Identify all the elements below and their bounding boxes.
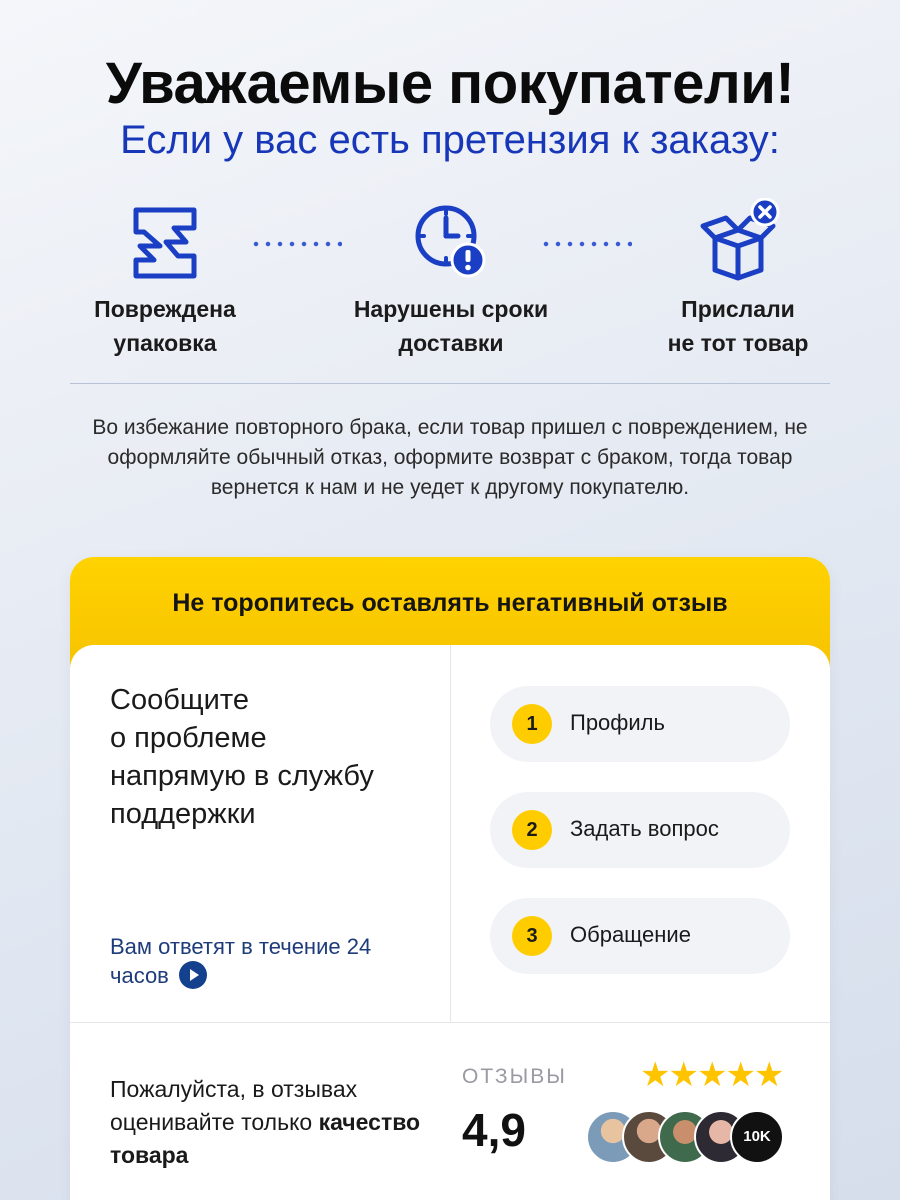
issue-label: Прислали не тот товар	[667, 296, 809, 356]
page-subtitle: Если у вас есть претензия к заказу:	[120, 118, 780, 162]
step-ask-question	[490, 792, 790, 868]
star-icon: ★	[753, 1056, 783, 1094]
play-icon[interactable]	[179, 961, 207, 989]
reviews-label: ОТЗЫВЫ	[462, 1065, 567, 1088]
rating-note-bold: качество товара	[110, 1109, 421, 1168]
section-divider	[70, 383, 830, 384]
star-rating	[640, 1055, 782, 1095]
rating-score: 4,9	[462, 1104, 526, 1156]
star-icon: ★	[668, 1056, 697, 1094]
support-text: Сообщите о проблеме напрямую в службу поддержки	[110, 684, 374, 830]
step-label: Обращение	[570, 922, 691, 947]
damaged-box-icon	[120, 198, 210, 288]
rating-note	[110, 1073, 440, 1172]
reviews-count-badge: 10K	[730, 1110, 784, 1164]
vertical-divider	[450, 645, 451, 1022]
star-icon: ★	[696, 1056, 726, 1094]
clock-alert-icon	[406, 198, 496, 288]
step-label: Задать вопрос	[570, 816, 719, 841]
step-request	[490, 898, 790, 974]
reviewer-avatars	[586, 1110, 796, 1164]
horizontal-divider	[70, 1022, 830, 1023]
issue-wrong-item	[618, 198, 858, 360]
rating-note-text: Пожалуйста, в отзывах оценивайте только	[110, 1076, 358, 1135]
issue-label: Нарушены сроки доставки	[353, 296, 549, 356]
card-header-text: Не торопитесь оставлять негативный отзыв	[172, 589, 728, 617]
step-number: 1	[512, 704, 552, 744]
issue-label: Повреждена упаковка	[94, 296, 236, 356]
support-card	[70, 557, 830, 1200]
reply-time[interactable]	[110, 933, 430, 990]
dots-separator	[250, 241, 342, 247]
step-label: Профиль	[570, 710, 665, 735]
page-title: Уважаемые покупатели!	[105, 51, 795, 116]
return-notice: Во избежание повторного брака, если товар пришел с повреждением, не оформляйте обычный отказ, оформите возврат с браком, тогда товар вернется к нам и не уедет к другому покупателю.	[92, 416, 808, 499]
issue-damaged-packaging	[45, 198, 285, 360]
star-icon: ★	[725, 1056, 754, 1094]
reply-time-text: Вам ответят в течение 24 часов	[110, 934, 372, 988]
step-number: 3	[512, 916, 552, 956]
step-profile	[490, 686, 790, 762]
step-number: 2	[512, 810, 552, 850]
issue-late-delivery	[331, 198, 571, 360]
wrong-box-icon	[693, 198, 783, 288]
card-body	[70, 645, 830, 1200]
star-icon: ★	[640, 1056, 669, 1094]
